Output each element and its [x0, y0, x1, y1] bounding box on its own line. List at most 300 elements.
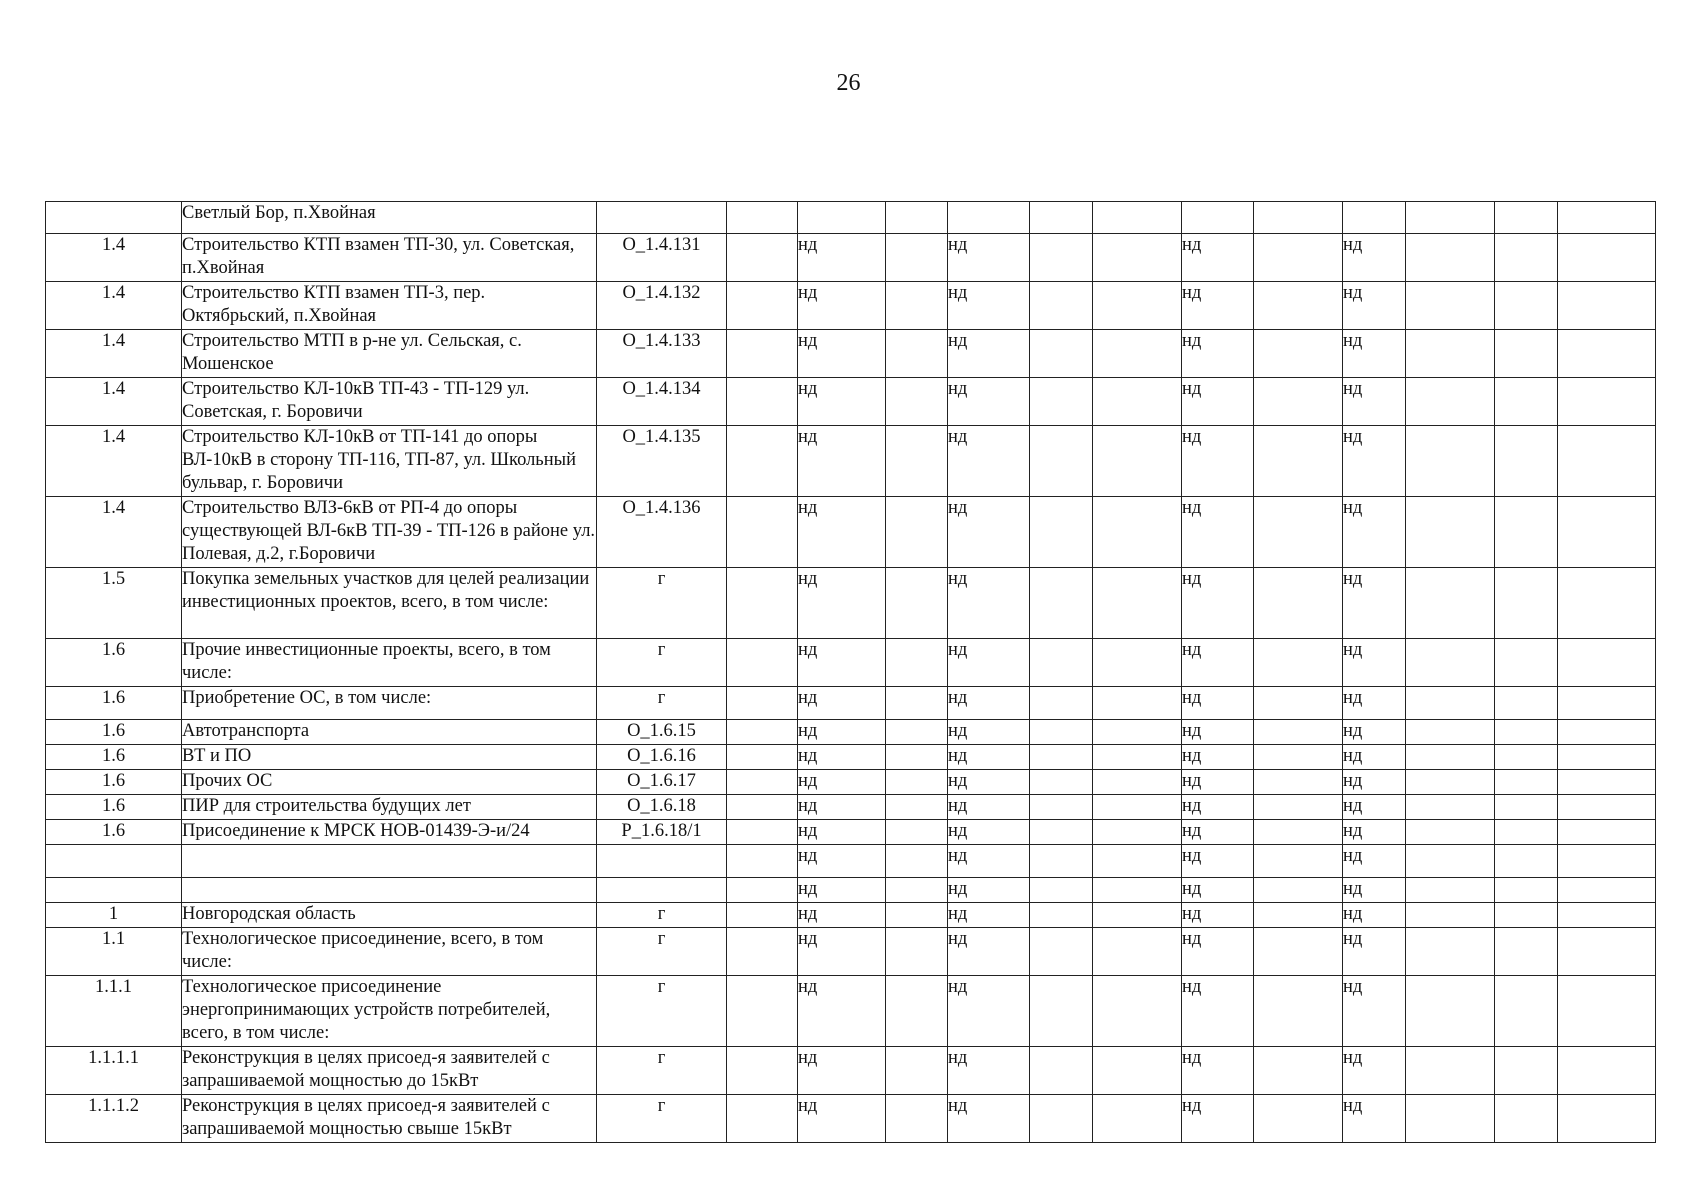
row-name-cell: Новгородская область: [182, 903, 597, 928]
nd-cell: нд: [1182, 720, 1254, 745]
row-number-cell: 1.1: [46, 928, 182, 976]
empty-cell: [1406, 426, 1495, 497]
nd-cell: нд: [1182, 820, 1254, 845]
empty-cell: [1254, 282, 1343, 330]
empty-cell: [1254, 330, 1343, 378]
empty-cell: [1495, 687, 1558, 720]
nd-cell: нд: [798, 1095, 886, 1143]
empty-cell: [1406, 639, 1495, 687]
row-number-cell: 1.6: [46, 795, 182, 820]
empty-cell: [1254, 1095, 1343, 1143]
empty-cell: [727, 639, 798, 687]
empty-cell: [1093, 426, 1182, 497]
empty-cell: [1558, 795, 1656, 820]
nd-cell: нд: [1182, 928, 1254, 976]
empty-cell: [1254, 202, 1343, 234]
table-row: [46, 770, 1656, 795]
empty-cell: [1030, 282, 1093, 330]
empty-cell: [1495, 878, 1558, 903]
empty-cell: [727, 378, 798, 426]
empty-cell: [1495, 202, 1558, 234]
investment-table: [45, 201, 1656, 1143]
empty-cell: [727, 770, 798, 795]
nd-cell: нд: [798, 687, 886, 720]
row-number-cell: 1.1.1.2: [46, 1095, 182, 1143]
table-body: [46, 202, 1656, 1143]
row-code-cell: О_1.6.17: [597, 770, 727, 795]
nd-cell: нд: [1343, 720, 1406, 745]
nd-cell: нд: [1182, 426, 1254, 497]
row-code-cell: О_1.6.16: [597, 745, 727, 770]
nd-cell: нд: [798, 426, 886, 497]
empty-cell: [1558, 639, 1656, 687]
empty-cell: [1495, 234, 1558, 282]
nd-cell: нд: [798, 903, 886, 928]
nd-cell: [798, 202, 886, 234]
nd-cell: нд: [948, 770, 1030, 795]
nd-cell: нд: [798, 568, 886, 639]
nd-cell: нд: [948, 878, 1030, 903]
nd-cell: нд: [1343, 976, 1406, 1047]
empty-cell: [1558, 928, 1656, 976]
empty-cell: [727, 568, 798, 639]
empty-cell: [1558, 234, 1656, 282]
row-number-cell: 1.4: [46, 234, 182, 282]
nd-cell: нд: [798, 720, 886, 745]
empty-cell: [1558, 745, 1656, 770]
page-number: 26: [836, 70, 861, 96]
empty-cell: [1093, 202, 1182, 234]
empty-cell: [1406, 1047, 1495, 1095]
table-row: [46, 878, 1656, 903]
empty-cell: [1030, 745, 1093, 770]
table-row: [46, 639, 1656, 687]
row-name-cell: [182, 878, 597, 903]
nd-cell: нд: [1343, 426, 1406, 497]
nd-cell: нд: [948, 568, 1030, 639]
row-name-cell: Строительство КЛ-10кВ от ТП-141 до опоры ВЛ-10кВ в сторону ТП-116, ТП-87, ул. Школьный бульвар, г. Боровичи: [182, 426, 597, 497]
empty-cell: [1406, 202, 1495, 234]
empty-cell: [1558, 845, 1656, 878]
row-name-cell: Прочие инвестиционные проекты, всего, в том числе:: [182, 639, 597, 687]
empty-cell: [1254, 497, 1343, 568]
row-name-cell: [182, 845, 597, 878]
empty-cell: [1254, 976, 1343, 1047]
nd-cell: нд: [948, 720, 1030, 745]
row-number-cell: 1.4: [46, 282, 182, 330]
row-name-cell: Реконструкция в целях присоед-я заявителей с запрашиваемой мощностью до 15кВт: [182, 1047, 597, 1095]
row-code-cell: О_1.4.131: [597, 234, 727, 282]
nd-cell: нд: [1182, 330, 1254, 378]
nd-cell: нд: [948, 845, 1030, 878]
empty-cell: [886, 497, 948, 568]
empty-cell: [886, 202, 948, 234]
nd-cell: нд: [948, 820, 1030, 845]
empty-cell: [1406, 820, 1495, 845]
empty-cell: [1558, 378, 1656, 426]
empty-cell: [727, 878, 798, 903]
nd-cell: нд: [948, 903, 1030, 928]
table-row: [46, 687, 1656, 720]
empty-cell: [1558, 820, 1656, 845]
nd-cell: нд: [798, 928, 886, 976]
empty-cell: [727, 976, 798, 1047]
row-number-cell: 1: [46, 903, 182, 928]
table-row: [46, 903, 1656, 928]
empty-cell: [1495, 497, 1558, 568]
nd-cell: нд: [1182, 1095, 1254, 1143]
row-name-cell: Строительство МТП в р-не ул. Сельская, с. Мошенское: [182, 330, 597, 378]
nd-cell: нд: [948, 426, 1030, 497]
empty-cell: [1093, 820, 1182, 845]
empty-cell: [1254, 845, 1343, 878]
row-code-cell: [597, 202, 727, 234]
empty-cell: [1495, 770, 1558, 795]
nd-cell: нд: [798, 976, 886, 1047]
empty-cell: [727, 497, 798, 568]
empty-cell: [1093, 1095, 1182, 1143]
nd-cell: нд: [1182, 845, 1254, 878]
nd-cell: нд: [1182, 497, 1254, 568]
empty-cell: [1558, 568, 1656, 639]
row-code-cell: О_1.4.132: [597, 282, 727, 330]
nd-cell: нд: [1343, 639, 1406, 687]
empty-cell: [1495, 928, 1558, 976]
nd-cell: нд: [1343, 845, 1406, 878]
nd-cell: нд: [948, 1095, 1030, 1143]
empty-cell: [886, 878, 948, 903]
empty-cell: [886, 639, 948, 687]
empty-cell: [1093, 234, 1182, 282]
nd-cell: нд: [1343, 903, 1406, 928]
nd-cell: нд: [948, 687, 1030, 720]
empty-cell: [1030, 903, 1093, 928]
empty-cell: [727, 687, 798, 720]
empty-cell: [1254, 820, 1343, 845]
empty-cell: [1558, 1095, 1656, 1143]
row-number-cell: 1.6: [46, 745, 182, 770]
nd-cell: нд: [948, 330, 1030, 378]
row-code-cell: Р_1.6.18/1: [597, 820, 727, 845]
table-row: [46, 330, 1656, 378]
row-code-cell: [597, 878, 727, 903]
row-code-cell: О_1.6.18: [597, 795, 727, 820]
row-number-cell: [46, 878, 182, 903]
nd-cell: нд: [1343, 795, 1406, 820]
empty-cell: [1406, 903, 1495, 928]
empty-cell: [1406, 795, 1495, 820]
row-number-cell: [46, 202, 182, 234]
nd-cell: нд: [948, 497, 1030, 568]
empty-cell: [1030, 720, 1093, 745]
empty-cell: [1030, 770, 1093, 795]
nd-cell: нд: [1343, 497, 1406, 568]
nd-cell: нд: [948, 282, 1030, 330]
empty-cell: [1030, 845, 1093, 878]
nd-cell: нд: [948, 639, 1030, 687]
empty-cell: [1495, 720, 1558, 745]
nd-cell: нд: [798, 878, 886, 903]
empty-cell: [1254, 928, 1343, 976]
empty-cell: [727, 928, 798, 976]
empty-cell: [886, 903, 948, 928]
table-row: [46, 820, 1656, 845]
empty-cell: [1093, 976, 1182, 1047]
row-code-cell: г: [597, 687, 727, 720]
nd-cell: нд: [1343, 378, 1406, 426]
empty-cell: [1558, 687, 1656, 720]
row-number-cell: 1.6: [46, 720, 182, 745]
nd-cell: нд: [798, 378, 886, 426]
empty-cell: [1030, 820, 1093, 845]
table-row: [46, 234, 1656, 282]
nd-cell: нд: [1343, 687, 1406, 720]
empty-cell: [1030, 568, 1093, 639]
nd-cell: [1343, 202, 1406, 234]
row-number-cell: 1.4: [46, 378, 182, 426]
empty-cell: [1495, 639, 1558, 687]
empty-cell: [886, 1095, 948, 1143]
row-code-cell: г: [597, 1047, 727, 1095]
row-code-cell: г: [597, 928, 727, 976]
empty-cell: [727, 903, 798, 928]
row-code-cell: г: [597, 568, 727, 639]
row-code-cell: О_1.4.134: [597, 378, 727, 426]
empty-cell: [727, 1095, 798, 1143]
nd-cell: нд: [948, 928, 1030, 976]
empty-cell: [1030, 1047, 1093, 1095]
empty-cell: [1558, 770, 1656, 795]
nd-cell: нд: [798, 234, 886, 282]
empty-cell: [886, 1047, 948, 1095]
nd-cell: нд: [1343, 928, 1406, 976]
empty-cell: [1093, 878, 1182, 903]
table-row: [46, 497, 1656, 568]
empty-cell: [1254, 903, 1343, 928]
empty-cell: [1030, 687, 1093, 720]
empty-cell: [1030, 497, 1093, 568]
empty-cell: [886, 378, 948, 426]
nd-cell: нд: [798, 745, 886, 770]
row-number-cell: 1.6: [46, 770, 182, 795]
empty-cell: [886, 795, 948, 820]
nd-cell: нд: [1182, 770, 1254, 795]
empty-cell: [1093, 720, 1182, 745]
nd-cell: [1182, 202, 1254, 234]
empty-cell: [1254, 770, 1343, 795]
nd-cell: нд: [1182, 878, 1254, 903]
nd-cell: нд: [1182, 234, 1254, 282]
nd-cell: нд: [948, 795, 1030, 820]
empty-cell: [727, 282, 798, 330]
empty-cell: [886, 845, 948, 878]
empty-cell: [727, 820, 798, 845]
empty-cell: [1495, 1047, 1558, 1095]
empty-cell: [1254, 687, 1343, 720]
empty-cell: [1093, 687, 1182, 720]
row-name-cell: Прочих ОС: [182, 770, 597, 795]
nd-cell: нд: [1343, 820, 1406, 845]
empty-cell: [886, 568, 948, 639]
nd-cell: [948, 202, 1030, 234]
empty-cell: [1558, 426, 1656, 497]
empty-cell: [1030, 426, 1093, 497]
nd-cell: нд: [1343, 1095, 1406, 1143]
empty-cell: [1254, 720, 1343, 745]
empty-cell: [886, 928, 948, 976]
row-code-cell: [597, 845, 727, 878]
row-code-cell: г: [597, 903, 727, 928]
nd-cell: нд: [948, 976, 1030, 1047]
empty-cell: [727, 202, 798, 234]
nd-cell: нд: [948, 745, 1030, 770]
row-name-cell: ПИР для строительства будущих лет: [182, 795, 597, 820]
row-code-cell: О_1.4.136: [597, 497, 727, 568]
empty-cell: [727, 795, 798, 820]
empty-cell: [1495, 976, 1558, 1047]
empty-cell: [1254, 878, 1343, 903]
empty-cell: [727, 845, 798, 878]
empty-cell: [1093, 745, 1182, 770]
table-row: [46, 282, 1656, 330]
nd-cell: нд: [948, 234, 1030, 282]
empty-cell: [1406, 687, 1495, 720]
table-row: [46, 202, 1656, 234]
empty-cell: [1558, 976, 1656, 1047]
empty-cell: [1558, 878, 1656, 903]
nd-cell: нд: [1343, 770, 1406, 795]
nd-cell: нд: [798, 639, 886, 687]
empty-cell: [1495, 745, 1558, 770]
empty-cell: [1406, 282, 1495, 330]
empty-cell: [886, 330, 948, 378]
nd-cell: нд: [1343, 745, 1406, 770]
row-number-cell: 1.6: [46, 639, 182, 687]
nd-cell: нд: [798, 497, 886, 568]
nd-cell: нд: [948, 378, 1030, 426]
empty-cell: [1093, 282, 1182, 330]
row-name-cell: Приобретение ОС, в том числе:: [182, 687, 597, 720]
row-code-cell: г: [597, 639, 727, 687]
table-row: [46, 928, 1656, 976]
empty-cell: [1254, 568, 1343, 639]
empty-cell: [886, 976, 948, 1047]
empty-cell: [1406, 878, 1495, 903]
empty-cell: [1495, 845, 1558, 878]
row-code-cell: г: [597, 976, 727, 1047]
row-name-cell: Технологическое присоединение энергопринимающих устройств потребителей, всего, в том числе:: [182, 976, 597, 1047]
empty-cell: [1254, 1047, 1343, 1095]
empty-cell: [1406, 928, 1495, 976]
empty-cell: [1093, 845, 1182, 878]
table-row: [46, 426, 1656, 497]
row-name-cell: Реконструкция в целях присоед-я заявителей с запрашиваемой мощностью свыше 15кВт: [182, 1095, 597, 1143]
nd-cell: нд: [798, 282, 886, 330]
table-row: [46, 378, 1656, 426]
row-name-cell: Автотранспорта: [182, 720, 597, 745]
table-row: [46, 1095, 1656, 1143]
empty-cell: [727, 330, 798, 378]
empty-cell: [886, 820, 948, 845]
nd-cell: нд: [1343, 234, 1406, 282]
nd-cell: нд: [1343, 1047, 1406, 1095]
empty-cell: [1030, 378, 1093, 426]
empty-cell: [1030, 234, 1093, 282]
empty-cell: [1495, 903, 1558, 928]
row-number-cell: 1.1.1.1: [46, 1047, 182, 1095]
row-number-cell: 1.6: [46, 820, 182, 845]
empty-cell: [727, 745, 798, 770]
empty-cell: [1406, 568, 1495, 639]
row-number-cell: 1.4: [46, 497, 182, 568]
empty-cell: [1406, 330, 1495, 378]
nd-cell: нд: [798, 770, 886, 795]
empty-cell: [1030, 976, 1093, 1047]
row-number-cell: 1.6: [46, 687, 182, 720]
empty-cell: [1030, 1095, 1093, 1143]
empty-cell: [1254, 639, 1343, 687]
empty-cell: [1495, 820, 1558, 845]
row-number-cell: 1.4: [46, 426, 182, 497]
empty-cell: [727, 720, 798, 745]
empty-cell: [1093, 330, 1182, 378]
table-row: [46, 976, 1656, 1047]
empty-cell: [727, 1047, 798, 1095]
row-number-cell: [46, 845, 182, 878]
empty-cell: [1406, 845, 1495, 878]
nd-cell: нд: [798, 1047, 886, 1095]
empty-cell: [1495, 330, 1558, 378]
empty-cell: [1093, 1047, 1182, 1095]
nd-cell: нд: [798, 330, 886, 378]
nd-cell: нд: [1343, 330, 1406, 378]
empty-cell: [1254, 745, 1343, 770]
empty-cell: [1093, 795, 1182, 820]
empty-cell: [1406, 1095, 1495, 1143]
empty-cell: [1495, 568, 1558, 639]
empty-cell: [1093, 378, 1182, 426]
nd-cell: нд: [1182, 903, 1254, 928]
empty-cell: [1254, 426, 1343, 497]
empty-cell: [1558, 903, 1656, 928]
table-row: [46, 568, 1656, 639]
empty-cell: [886, 687, 948, 720]
empty-cell: [886, 282, 948, 330]
empty-cell: [1406, 720, 1495, 745]
empty-cell: [886, 234, 948, 282]
row-name-cell: Светлый Бор, п.Хвойная: [182, 202, 597, 234]
row-number-cell: 1.4: [46, 330, 182, 378]
nd-cell: нд: [1343, 878, 1406, 903]
empty-cell: [1406, 234, 1495, 282]
empty-cell: [1030, 795, 1093, 820]
nd-cell: нд: [1343, 282, 1406, 330]
empty-cell: [1093, 639, 1182, 687]
empty-cell: [1406, 976, 1495, 1047]
empty-cell: [886, 720, 948, 745]
empty-cell: [1254, 795, 1343, 820]
nd-cell: нд: [1182, 795, 1254, 820]
row-code-cell: О_1.4.133: [597, 330, 727, 378]
empty-cell: [1558, 497, 1656, 568]
nd-cell: нд: [1182, 687, 1254, 720]
table-row: [46, 1047, 1656, 1095]
empty-cell: [1406, 745, 1495, 770]
empty-cell: [727, 426, 798, 497]
nd-cell: нд: [798, 795, 886, 820]
row-name-cell: Строительство КТП взамен ТП-3, пер. Октябрьский, п.Хвойная: [182, 282, 597, 330]
row-name-cell: Строительство КЛ-10кВ ТП-43 - ТП-129 ул. Советская, г. Боровичи: [182, 378, 597, 426]
